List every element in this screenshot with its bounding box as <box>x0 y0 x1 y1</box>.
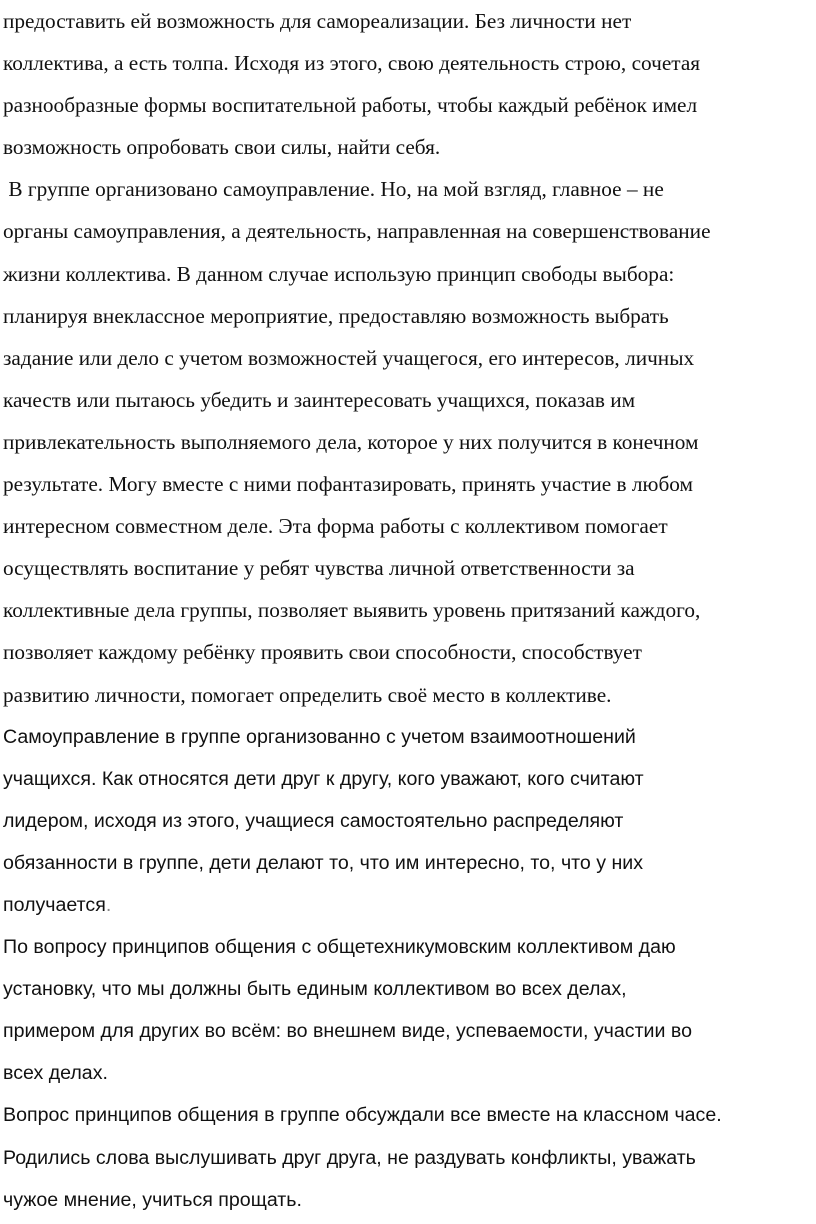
text-line: чужое мнение, учиться прощать. <box>3 1188 302 1211</box>
text-line <box>3 884 816 926</box>
text-line: возможность опробовать свои силы, найти себя. <box>3 135 441 160</box>
text-line: задание или дело с учетом возможностей учащегося, его интересов, личных <box>3 345 695 370</box>
text-fragment: получается <box>3 893 106 916</box>
text-line: установку, что мы должны быть единым коллективом во всех делах, <box>3 978 627 1001</box>
trailing-period: . <box>105 893 112 916</box>
text-line: обязанности в группе, дети делают то, что им интересно, то, что у них <box>3 851 644 874</box>
text-line: всех делах. <box>3 1062 108 1085</box>
paragraph-group-relations <box>3 716 816 926</box>
text-line: позволяет каждому ребёнку проявить свои способности, способствует <box>3 640 642 665</box>
text-line: органы самоуправления, а деятельность, направленная на совершенствование <box>3 219 711 244</box>
text-line: коллективные дела группы, позволяет выявить уровень притязаний каждого, <box>3 598 701 623</box>
text-line: разнообразные формы воспитательной работы, чтобы каждый ребёнок имел <box>3 93 698 118</box>
text-line: предоставить ей возможность для самореализации. Без личности нет <box>3 9 632 33</box>
text-line: качеств или пытаюсь убедить и заинтересовать учащихся, показав им <box>3 387 636 412</box>
text-line: Родились слова выслушивать друг друга, не раздувать конфликты, уважать <box>3 1146 696 1169</box>
text-line: учащихся. Как относятся дети друг к другу, кого уважают, кого считают <box>3 767 644 790</box>
paragraph-self-government <box>3 168 816 715</box>
paragraph-self-realization <box>3 0 816 168</box>
text-line: жизни коллектива. В данном случае использую принцип свободы выбора: <box>3 261 675 286</box>
text-line: результате. Могу вместе с ними пофантазировать, принять участие в любом <box>3 472 694 497</box>
text-line: развитию личности, помогает определить своё место в коллективе. <box>3 682 612 707</box>
text-line: Самоуправление в группе организованно с учетом взаимоотношений <box>3 725 636 748</box>
text-line: осуществлять воспитание у ребят чувства личной ответственности за <box>3 556 635 581</box>
text-line: коллектива, а есть толпа. Исходя из этого, свою деятельность строю, сочетая <box>3 51 701 76</box>
text-line: лидером, исходя из этого, учащиеся самостоятельно распределяют <box>3 809 624 832</box>
text-line: планируя внеклассное мероприятие, предоставляю возможность выбрать <box>3 303 669 328</box>
text-line: В группе организовано самоуправление. Но, на мой взгляд, главное – не <box>3 177 664 202</box>
text-line: Вопрос принципов общения в группе обсуждали все вместе на классном часе. <box>3 1104 722 1127</box>
paragraph-college-collective <box>3 926 816 1094</box>
paragraph-class-hour <box>3 1094 816 1220</box>
text-line: привлекательность выполняемого дела, которое у них получится в конечном <box>3 429 699 454</box>
text-line: По вопросу принципов общения с общетехникумовским коллективом даю <box>3 936 676 959</box>
text-line: примером для других во всём: во внешнем виде, успеваемости, участии во <box>3 1020 692 1043</box>
text-line: интересном совместном деле. Эта форма работы с коллективом помогает <box>3 514 668 539</box>
